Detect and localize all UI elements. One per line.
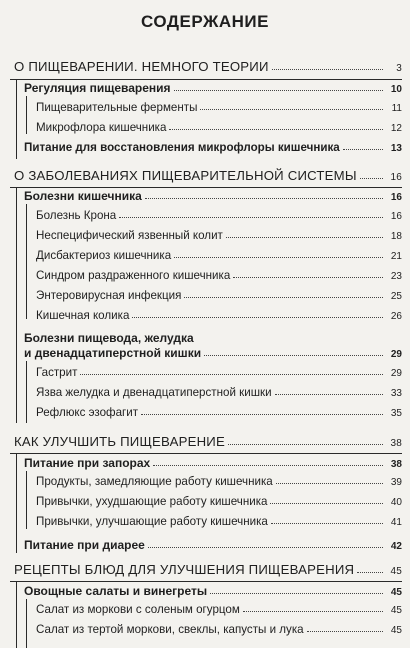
- section-title: КАК УЛУЧШИТЬ ПИЩЕВАРЕНИЕ: [14, 434, 225, 449]
- subsection-title-line: Болезни пищевода, желудка: [24, 331, 194, 345]
- item-title: Энтеровирусная инфекция: [36, 289, 182, 302]
- toc-item: [36, 229, 402, 242]
- toc-item: [36, 515, 402, 528]
- section-title: О ЗАБОЛЕВАНИЯХ ПИЩЕВАРИТЕЛЬНОЙ СИСТЕМЫ: [14, 168, 357, 183]
- item-title: Болезнь Крона: [36, 209, 117, 222]
- item-title: Синдром раздраженного кишечника: [36, 269, 231, 282]
- page-number: 29: [390, 368, 402, 379]
- dot-leader: [343, 149, 383, 150]
- subsection-title: Овощные салаты и винегреты: [24, 584, 208, 598]
- dot-leader: [153, 465, 383, 466]
- item-title: Продукты, замедляющие работу кишечника: [36, 475, 273, 488]
- dot-leader: [226, 237, 383, 238]
- subsection-bracket: [26, 471, 27, 529]
- toc-subsection: [24, 538, 402, 552]
- dot-leader: [271, 523, 383, 524]
- subsection-title: и двенадцатиперстной кишки: [24, 346, 202, 360]
- page-number: 18: [390, 231, 402, 242]
- page-number: 13: [390, 143, 402, 154]
- toc-subsection: [24, 189, 402, 203]
- dot-leader: [169, 129, 383, 130]
- dot-leader: [243, 611, 383, 612]
- dot-leader: [233, 277, 383, 278]
- page-number: 35: [390, 408, 402, 419]
- toc-item: [36, 121, 402, 134]
- item-title: Салат из моркови с соленым огурцом: [36, 603, 240, 616]
- dot-leader: [204, 355, 383, 356]
- item-title: Микрофлора кишечника: [36, 121, 167, 134]
- toc-section: [14, 59, 402, 74]
- toc-item: [36, 406, 402, 419]
- subsection-bracket: [26, 96, 27, 134]
- toc-subsection: [24, 346, 402, 360]
- section-title: РЕЦЕПТЫ БЛЮД ДЛЯ УЛУЧШЕНИЯ ПИЩЕВАРЕНИЯ: [14, 562, 355, 577]
- subsection-bracket: [26, 361, 27, 423]
- section-bracket: [16, 79, 17, 159]
- section-rule: [10, 453, 402, 454]
- toc-section: [14, 562, 402, 577]
- toc-item: [36, 309, 402, 322]
- page-number: 45: [390, 587, 402, 598]
- dot-leader: [275, 394, 383, 395]
- dot-leader: [276, 483, 383, 484]
- item-title: Салат из тертой моркови, свеклы, капусты и лука: [36, 623, 304, 636]
- page-number: 39: [390, 477, 402, 488]
- page-number: 23: [390, 271, 402, 282]
- page-number: 11: [391, 103, 402, 114]
- toc-section: [14, 168, 402, 183]
- item-title: Привычки, улучшающие работу кишечника: [36, 515, 268, 528]
- page-number: 40: [390, 497, 402, 508]
- page-number: 12: [390, 123, 402, 134]
- page-number: 38: [390, 459, 402, 470]
- page-number: 16: [390, 192, 402, 203]
- dot-leader: [270, 503, 383, 504]
- page-number: 33: [390, 388, 402, 399]
- subsection-title: Болезни кишечника: [24, 189, 142, 203]
- section-bracket: [16, 453, 17, 553]
- dot-leader: [174, 90, 383, 91]
- dot-leader: [210, 593, 383, 594]
- item-title: Неспецифический язвенный колит: [36, 229, 223, 242]
- section-bracket: [16, 581, 17, 648]
- dot-leader: [141, 414, 383, 415]
- page-number: 29: [390, 349, 402, 360]
- page-number: 10: [390, 84, 402, 95]
- item-title: Привычки, ухудшающие работу кишечника: [36, 495, 268, 508]
- page-number: 45: [390, 605, 402, 616]
- page-number: 21: [390, 251, 402, 262]
- dot-leader: [132, 317, 383, 318]
- page-number: 42: [390, 541, 402, 552]
- dot-leader: [272, 69, 383, 70]
- toc-item: [36, 249, 402, 262]
- subsection-bracket: [26, 204, 27, 319]
- item-title: Дисбактериоз кишечника: [36, 249, 172, 262]
- toc-subsection: [24, 584, 402, 598]
- subsection-title: Регуляция пищеварения: [24, 81, 171, 95]
- item-title: Гастрит: [36, 366, 78, 379]
- page-number: 25: [390, 291, 402, 302]
- item-title: Рефлюкс эзофагит: [36, 406, 139, 419]
- dot-leader: [360, 178, 383, 179]
- dot-leader: [307, 631, 383, 632]
- page-number: 16: [390, 172, 402, 183]
- dot-leader: [200, 109, 383, 110]
- item-title: Пищеварительные ферменты: [36, 101, 198, 114]
- subsection-title: Питание при диарее: [24, 538, 145, 552]
- dot-leader: [174, 257, 383, 258]
- dot-leader: [184, 297, 383, 298]
- dot-leader: [357, 572, 383, 573]
- dot-leader: [80, 374, 383, 375]
- section-rule: [10, 581, 402, 582]
- page-number: 16: [390, 211, 402, 222]
- page-number: 45: [390, 566, 402, 577]
- toc-subsection: [24, 81, 402, 95]
- toc-item: [36, 623, 402, 636]
- item-title: Язва желудка и двенадцатиперстной кишки: [36, 386, 272, 399]
- dot-leader: [145, 198, 383, 199]
- toc-item: [36, 495, 402, 508]
- toc-item: [36, 475, 402, 488]
- page-number: 45: [390, 625, 402, 636]
- subsection-title: Питание при запорах: [24, 456, 151, 470]
- item-title: Кишечная колика: [36, 309, 130, 322]
- toc-item: [36, 269, 402, 282]
- dot-leader: [119, 217, 383, 218]
- toc-item: [36, 366, 402, 379]
- toc-section: [14, 434, 402, 449]
- page-number: 41: [390, 517, 402, 528]
- dot-leader: [148, 547, 383, 548]
- section-rule: [10, 187, 402, 188]
- dot-leader: [228, 444, 383, 445]
- toc-item: [36, 209, 402, 222]
- section-bracket: [16, 187, 17, 423]
- toc-subsection: [24, 456, 402, 470]
- page-number: 26: [390, 311, 402, 322]
- toc-item: [36, 386, 402, 399]
- toc-item: [36, 289, 402, 302]
- section-title: О ПИЩЕВАРЕНИИ. НЕМНОГО ТЕОРИИ: [14, 59, 269, 74]
- toc-subsection: [24, 141, 402, 154]
- section-rule: [10, 79, 402, 80]
- toc-item: [36, 101, 402, 114]
- page-title: СОДЕРЖАНИЕ: [141, 12, 269, 31]
- page-number: 38: [390, 438, 402, 449]
- subsection-bracket: [26, 599, 27, 648]
- toc-item: [36, 603, 402, 616]
- subsection-title: Питание для восстановления микрофлоры кишечника: [24, 141, 340, 154]
- page-number: 3: [396, 63, 402, 74]
